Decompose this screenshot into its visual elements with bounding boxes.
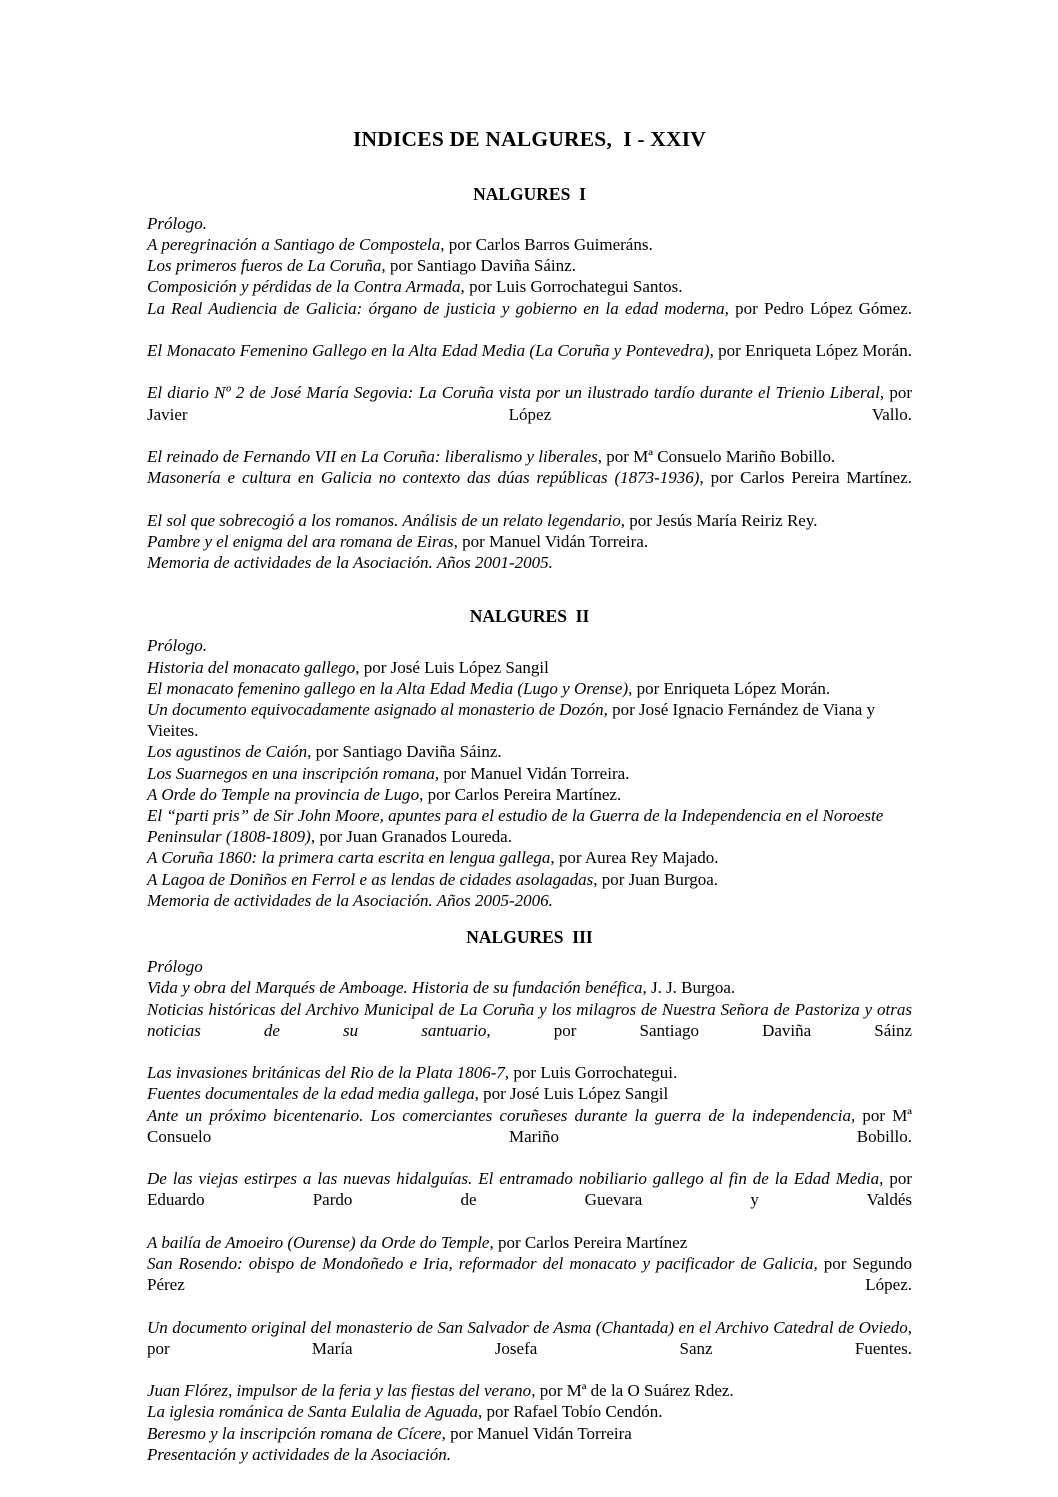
entry-title: Los agustinos de Caión [147, 742, 308, 762]
entry-title: San Rosendo: obispo de Mondoñedo e Iria, reformador del monacato y pacificador de Galicia, [147, 1254, 818, 1274]
list-item [147, 977, 912, 998]
entry-author: por Jesús María Reiriz Rey. [625, 510, 818, 530]
entry-author: , por José Luis López Sangil [474, 1084, 669, 1104]
entry-title: A Orde do Temple na provincia de Lugo [147, 784, 420, 804]
entry-author: por Eduardo Pardo de Guevara y Valdés [147, 1169, 912, 1210]
entry-title: Vida y obra del Marqués de Amboage. Historia de su fundación benéfica [147, 978, 643, 998]
entry-author: por Javier López Vallo. [147, 383, 913, 424]
entry-title: El monacato femenino gallego en la Alta Edad Media (Lugo y Orense), [147, 678, 633, 698]
entry-author: , por Carlos Pereira Martínez [489, 1232, 688, 1252]
section-nalgures-i [147, 152, 912, 574]
list-item [147, 869, 912, 890]
list-item [147, 340, 912, 382]
entry-title: A Coruña 1860: la primera carta escrita en lengua gallega [147, 848, 551, 868]
list-item [147, 1401, 912, 1422]
section-heading: NALGURES II [469, 606, 590, 627]
entry-title: Beresmo y la inscripción romana de Cícere [147, 1423, 442, 1443]
entry-title: Un documento equivocadamente asignado al monasterio de Dozón [147, 700, 604, 720]
entry-author: , por Carlos Barros Guimeráns. [440, 235, 653, 255]
list-item [147, 635, 912, 656]
list-item [147, 510, 912, 531]
list-item [147, 1168, 912, 1232]
entry-author: , por Carlos Pereira Martínez. [419, 784, 622, 804]
entry-title: A peregrinación a Santiago de Compostela [147, 235, 441, 255]
entry-author: , por Juan Burgoa. [593, 869, 719, 889]
entry-author: por Luis Gorrochategui Santos. [464, 277, 683, 297]
entry-author: , por Santiago Daviña Sáinz. [307, 742, 502, 762]
list-item [147, 1423, 912, 1444]
list-item [147, 1083, 912, 1104]
entry-title: La iglesia románica de Santa Eulalia de Aguada [147, 1402, 479, 1422]
entry-title: Los primeros fueros de La Coruña, [147, 256, 386, 276]
entry-title: Los Suarnegos en una inscripción romana, [147, 763, 440, 783]
entry-title: Prólogo [147, 957, 203, 977]
section-nalgures-iii [147, 911, 912, 1465]
list-item [147, 1444, 912, 1465]
list-item [147, 467, 912, 509]
entry-title: El diario Nº 2 de José María Segovia: La Coruña vista por un ilustrado tardío durante el Trienio Liberal, [147, 383, 885, 403]
section-nalgures-ii [147, 573, 912, 911]
entry-author: , por Manuel Vidán Torreira. [453, 531, 649, 551]
list-item [147, 1062, 912, 1083]
list-item [147, 657, 912, 678]
entry-title: El reinado de Fernando VII en La Coruña: liberalismo y liberales [147, 447, 598, 467]
entry-title: El Monacato Femenino Gallego en la Alta Edad Media (La Coruña y Pontevedra), [147, 341, 714, 361]
list-item [147, 1105, 912, 1169]
entry-title: Un documento original del monasterio de San Salvador de Asma (Chantada) en el Archivo Catedral de Oviedo [147, 1317, 908, 1337]
entry-author: por Carlos Pereira Martínez. [703, 468, 912, 488]
entry-author: por Enriqueta López Morán. [632, 678, 831, 698]
list-item [147, 956, 912, 977]
entry-author: , por Mª de la O Suárez Rdez. [531, 1381, 734, 1401]
page-title: INDICES DE NALGURES, I - XXIV [352, 127, 707, 151]
list-item [147, 763, 912, 784]
list-item [147, 805, 912, 847]
entry-title: Memoria de actividades de la Asociación. Años 2001-2005. [147, 553, 553, 573]
list-item [147, 531, 912, 552]
entry-title: Juan Flórez, impulsor de la feria y las fiestas del verano [147, 1381, 532, 1401]
list-item [147, 999, 912, 1063]
entry-title: Masonería e cultura en Galicia no contexto das dúas repúblicas (1873-1936), [147, 468, 704, 488]
entry-title: A bailía de Amoeiro (Ourense) da Orde do Temple [147, 1232, 490, 1252]
list-item [147, 678, 912, 699]
entry-author: por Mª Consuelo Mariño Bobillo. [147, 1105, 912, 1146]
entry-author: por Santiago Daviña Sáinz. [385, 256, 576, 276]
list-item [147, 890, 912, 911]
entry-title: Presentación y actividades de la Asociación. [147, 1444, 452, 1464]
entry-author: , por María Josefa Sanz Fuentes. [147, 1317, 912, 1358]
entry-title: Prólogo. [147, 213, 207, 233]
entry-list [147, 635, 912, 911]
entry-title: Fuentes documentales de la edad media gallega [147, 1084, 475, 1104]
entry-list [147, 213, 912, 573]
section-heading: NALGURES III [466, 927, 593, 948]
list-item [147, 1232, 912, 1253]
list-item [147, 382, 912, 446]
entry-author: por Enriqueta López Morán. [713, 341, 912, 361]
entry-author: , J. J. Burgoa. [642, 978, 736, 998]
entry-author: , por José Ignacio Fernández de Viana y Vieites. [147, 700, 876, 741]
entry-author: por Juan Granados Loureda. [315, 827, 512, 847]
entry-title: Las invasiones británicas del Rio de la Plata 1806-7, [147, 1063, 510, 1083]
section-heading: NALGURES I [473, 183, 586, 204]
list-item [147, 298, 912, 340]
entry-title: Historia del monacato gallego [147, 657, 356, 677]
list-item [147, 552, 912, 573]
list-item [147, 276, 912, 297]
entry-title: Memoria de actividades de la Asociación. Años 2005-2006. [147, 890, 553, 910]
entry-author: , por Santiago Daviña Sáinz [486, 1020, 913, 1040]
entry-title: Composición y pérdidas de la Contra Armada, [147, 277, 465, 297]
entry-author: por Manuel Vidán Torreira. [439, 763, 630, 783]
list-item [147, 1253, 912, 1317]
entry-author: por Pedro López Gómez. [728, 298, 912, 318]
entry-author: , por Aurea Rey Majado. [550, 848, 719, 868]
list-item [147, 699, 912, 741]
entry-title: De las viejas estirpes a las nuevas hidalguías. El entramado nobiliario gallego al fin de la Edad Media, [147, 1169, 884, 1189]
entry-list [147, 956, 912, 1465]
list-item [147, 213, 912, 234]
entry-title: Ante un próximo bicentenario. Los comerciantes coruñeses durante la guerra de la independencia, [147, 1105, 856, 1125]
list-item [147, 1317, 912, 1381]
entry-title: A Lagoa de Doniños en Ferrol e as lendas de cidades asolagadas [147, 869, 594, 889]
document-body [147, 0, 912, 1465]
list-item [147, 234, 912, 255]
entry-author: por Luis Gorrochategui. [509, 1063, 678, 1083]
entry-title: La Real Audiencia de Galicia: órgano de justicia y gobierno en la edad moderna, [147, 298, 729, 318]
list-item [147, 784, 912, 805]
list-item [147, 847, 912, 868]
entry-author: por Segundo Pérez López. [147, 1254, 912, 1295]
entry-author: , por Mª Consuelo Mariño Bobillo. [597, 447, 836, 467]
list-item [147, 741, 912, 762]
list-item [147, 1380, 912, 1401]
entry-title: Noticias históricas del Archivo Municipal de La Coruña y los milagros de Nuestra Señora de Pastoriza y otras noticias de su santuario [147, 999, 912, 1040]
entry-title: Pambre y el enigma del ara romana de Eiras [147, 531, 454, 551]
entry-title: Prólogo. [147, 636, 207, 656]
entry-title: El “parti pris” de Sir John Moore, apuntes para el estudio de la Guerra de la Independencia en el Noroeste Peninsular (1808-1809), [147, 806, 884, 847]
entry-author: , por José Luis López Sangil [355, 657, 549, 677]
entry-author: , por Rafael Tobío Cendón. [478, 1402, 663, 1422]
list-item [147, 255, 912, 276]
list-item [147, 446, 912, 467]
entry-author: , por Manuel Vidán Torreira [441, 1423, 632, 1443]
entry-title: El sol que sobrecogió a los romanos. Análisis de un relato legendario, [147, 510, 626, 530]
